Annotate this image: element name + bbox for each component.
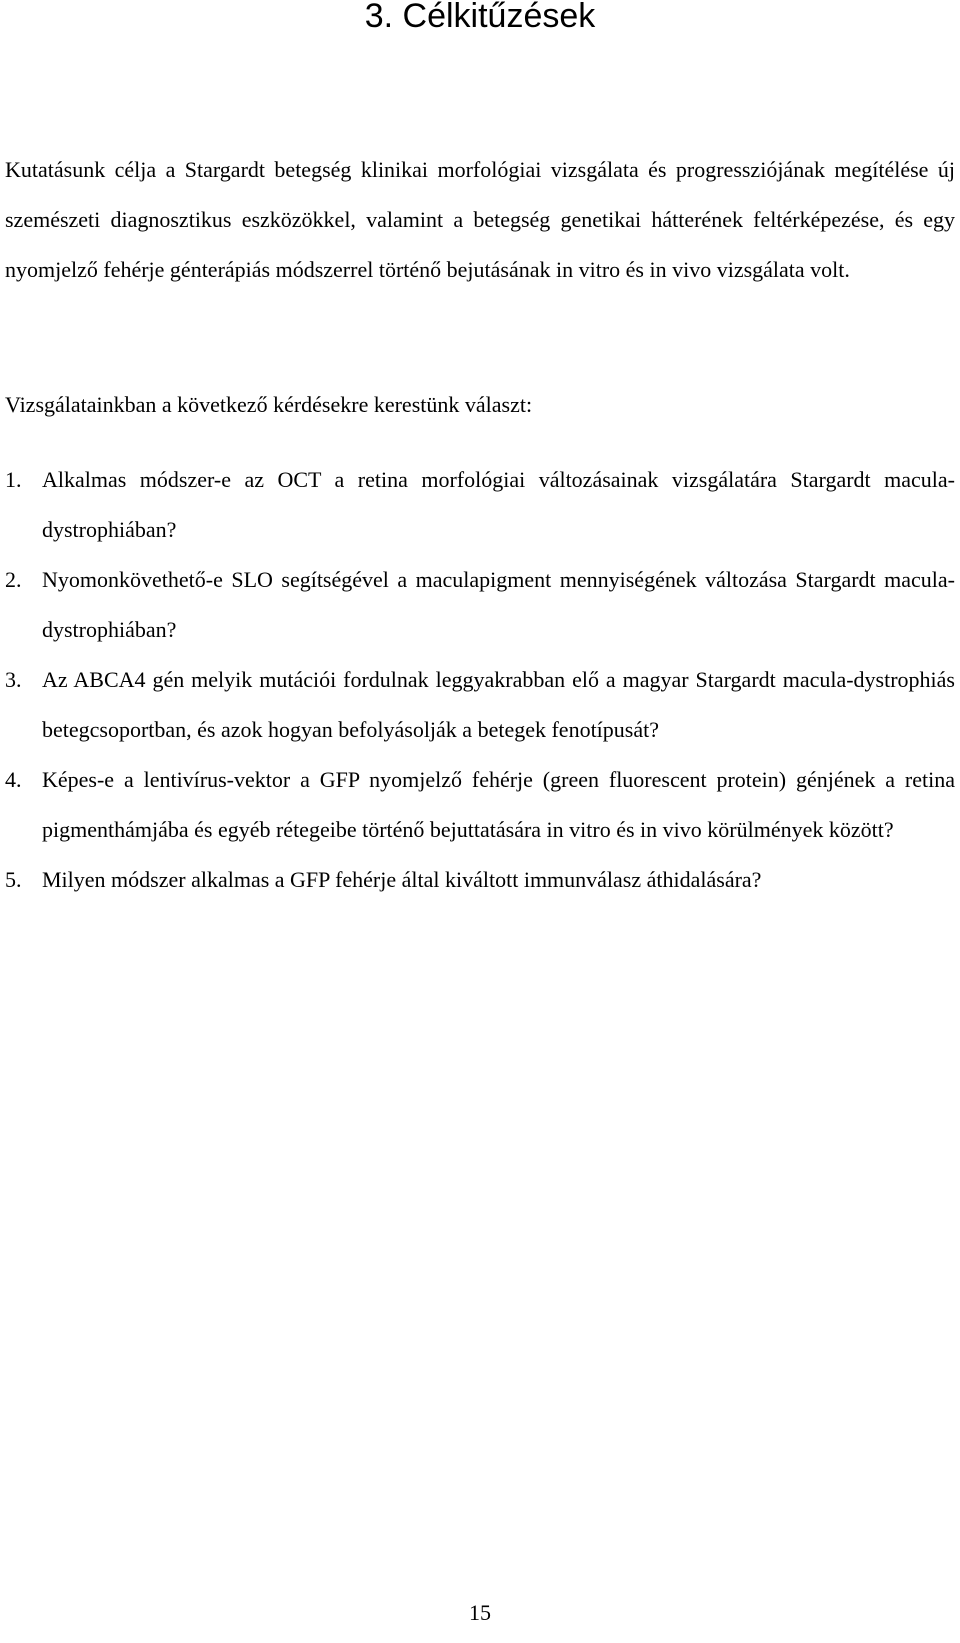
question-item (5, 855, 955, 905)
question-number: 1. (5, 467, 22, 492)
question-text: Alkalmas módszer-e az OCT a retina morfológiai változásainak vizsgálatára Stargardt macula-dystrophiában? (42, 467, 955, 542)
question-item (5, 655, 955, 755)
section-heading: 3. Célkitűzések (364, 0, 596, 35)
question-list (5, 455, 955, 905)
question-text: Nyomonkövethető-e SLO segítségével a maculapigment mennyiségének változása Stargardt macula-dystrophiában? (42, 567, 955, 642)
page-number: 15 (469, 1600, 491, 1625)
question-number: 3. (5, 667, 22, 692)
question-item (5, 555, 955, 655)
question-text: Az ABCA4 gén melyik mutációi fordulnak leggyakrabban elő a magyar Stargardt macula-dystrophiás betegcsoportban, és azok hogyan befolyásolják a betegek fenotípusát? (42, 667, 955, 742)
question-item (5, 455, 955, 555)
question-number: 2. (5, 567, 22, 592)
intro-paragraph: Kutatásunk célja a Stargardt betegség klinikai morfológiai vizsgálata és progressziójának megítélése új szemészeti diagnosztikus eszközökkel, valamint a betegség genetikai hátterének feltérképezése, és egy nyomjelző fehérje génterápiás módszerrel történő bejutásának in vitro és in vivo vizsgálata volt. (5, 157, 955, 282)
question-number: 4. (5, 767, 22, 792)
question-item (5, 755, 955, 855)
question-number: 5. (5, 867, 22, 892)
question-text: Képes-e a lentivírus-vektor a GFP nyomjelző fehérje (green fluorescent protein) génjének a retina pigmenthámjába és egyéb rétegeibe történő bejuttatására in vitro és in vivo körülmények között? (42, 767, 955, 842)
question-text: Milyen módszer alkalmas a GFP fehérje által kiváltott immunválasz áthidalására? (42, 867, 762, 892)
lead-in-paragraph: Vizsgálatainkban a következő kérdésekre kerestünk választ: (5, 392, 533, 417)
